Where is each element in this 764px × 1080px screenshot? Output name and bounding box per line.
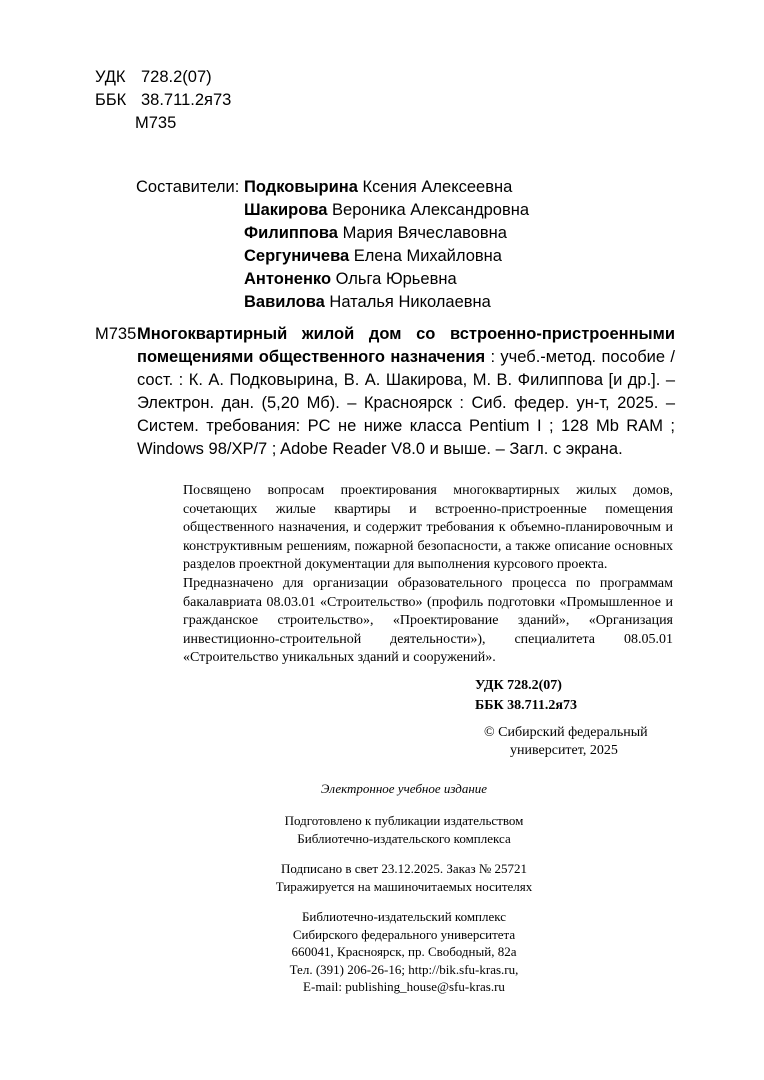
- copyright-line: © Сибирский федеральный: [484, 725, 648, 740]
- udk-label: УДК: [95, 68, 126, 86]
- udk-row: [95, 66, 231, 89]
- compiler-name: Мария Вячеславовна: [342, 224, 507, 242]
- publisher-email: E-mail: publishing_house@sfu-kras.ru: [303, 979, 505, 994]
- compiler-surname: Шакирова: [244, 201, 328, 219]
- biblio-body: [137, 323, 675, 461]
- compiler-line: [136, 291, 529, 314]
- publisher-org: Сибирского федерального университета: [292, 926, 516, 942]
- abstract: [183, 482, 673, 668]
- catalog-codes: [95, 66, 231, 135]
- author-mark: М735: [135, 114, 177, 132]
- bbk-row: [95, 89, 231, 112]
- publisher-address: 660041, Красноярск, пр. Свободный, 82а: [291, 944, 517, 959]
- copyright-notice: [484, 724, 648, 760]
- book-title: Многоквартирный жилой дом со встроенно-пристроенными помещениями общественного назначения: [137, 325, 675, 366]
- imprint-line: Подготовлено к публикации издательством: [284, 813, 524, 828]
- copyright-line: университет, 2025: [510, 743, 618, 758]
- publisher-phone-web: Тел. (391) 206-26-16; http://bik.sfu-kras.ru,: [289, 961, 519, 977]
- udk-value: 728.2(07): [141, 68, 212, 86]
- publisher-info: [22, 908, 764, 996]
- bbk-label: ББК: [95, 91, 127, 109]
- compiler-line: [136, 222, 529, 245]
- compiler-surname: Сергуничева: [244, 247, 350, 265]
- signing-note: [22, 860, 764, 895]
- compiler-name: Вероника Александровна: [332, 201, 530, 219]
- compilers-block: [136, 176, 529, 314]
- imprint-line: Библиотечно-издательского комплекса: [297, 830, 511, 846]
- abstract-paragraph: Предназначено для организации образовательного процесса по программам бакалавриата 08.03.01 «Строительство» (профиль подготовки «Промышленное и гражданское строительство», «Проектирование зданий», «Организация инвестиционно-строительной деятельности»), специалитета 08.05.01 «Строительство уникальных зданий и сооружений».: [183, 575, 673, 666]
- imprint-line: Тиражируется на машиночитаемых носителях: [275, 878, 533, 894]
- compiler-line: [136, 199, 529, 222]
- edition-type: Электронное учебное издание: [320, 781, 488, 796]
- preparation-note: [22, 812, 764, 847]
- bibliographic-record: [95, 323, 675, 461]
- compiler-name: Ольга Юрьевна: [335, 270, 457, 288]
- publisher-name: Библиотечно-издательский комплекс: [301, 909, 507, 924]
- compiler-line: [136, 268, 529, 291]
- compiler-name: Ксения Алексеевна: [362, 178, 513, 196]
- compiler-surname: Филиппова: [244, 224, 338, 242]
- biblio-description: : учеб.-метод. пособие / сост. : К. А. Подковырина, В. А. Шакирова, М. В. Филиппова [и др.]. – Электрон. дан. (5,20 Мб). – Красноярск : Сиб. федер. ун-т, 2025. – Систем. требования: PC не ниже класса Pentium I ; 128 Mb RAM ; Windows 98/XP/7 ; Adobe Reader V8.0 и выше. – Загл. с экрана.: [137, 348, 675, 458]
- bbk-code: ББК 38.711.2я73: [475, 698, 577, 713]
- compilers-label: Составители:: [136, 178, 240, 196]
- compiler-name: Наталья Николаевна: [329, 293, 491, 311]
- abstract-paragraph: Посвящено вопросам проектирования многоквартирных жилых домов, сочетающих жилые квартиры и встроенно-пристроенные помещения общественного назначения, и содержит требования к объемно-планировочным и конструктивным решениям, пожарной безопасности, а также описание основных разделов проектной документации для выполнения курсового проекта.: [183, 483, 673, 573]
- udk-code: УДК 728.2(07): [475, 678, 562, 693]
- compiler-line: [136, 176, 529, 199]
- catalog-codes-bottom: [475, 676, 577, 716]
- compiler-surname: Антоненко: [244, 270, 332, 288]
- compiler-surname: Вавилова: [244, 293, 325, 311]
- bbk-value: 38.711.2я73: [141, 91, 232, 109]
- compiler-line: [136, 245, 529, 268]
- biblio-code: М735: [95, 325, 137, 343]
- compiler-surname: Подковырина: [244, 178, 358, 196]
- compiler-name: Елена Михайловна: [353, 247, 502, 265]
- imprint-line: Подписано в свет 23.12.2025. Заказ № 25721: [280, 861, 528, 876]
